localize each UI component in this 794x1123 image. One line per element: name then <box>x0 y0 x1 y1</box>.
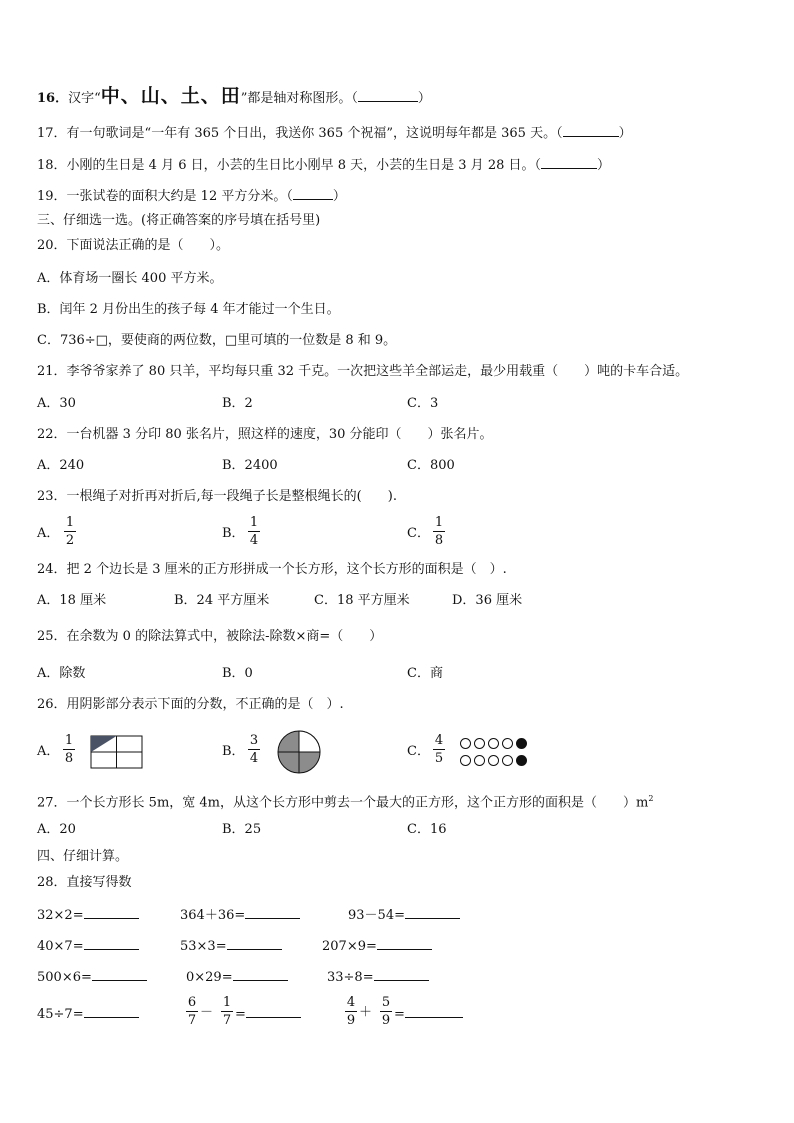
q19-answer-blank[interactable] <box>293 187 333 200</box>
q16-text-post: ”都是轴对称图形。（ <box>240 91 358 106</box>
calc-item <box>37 906 139 924</box>
q26-c-circles-row-2 <box>460 753 530 767</box>
question-26: 26．用阴影部分表示下面的分数，不正确的是（ ）. <box>37 697 344 712</box>
q23-c-numerator: 1 <box>434 515 444 530</box>
q19-close-paren: ） <box>332 189 346 204</box>
q27-option-c[interactable]: C．16 <box>407 822 447 837</box>
section-4-heading: 四、仔细计算。 <box>37 849 129 864</box>
question-16 <box>37 85 431 107</box>
q23-c-denominator: 8 <box>434 533 444 548</box>
q20-option-b[interactable]: B．闰年 2 月份出生的孩子每 4 年才能过一个生日。 <box>37 302 340 317</box>
calc-item <box>180 937 282 955</box>
q26-a-rectangle-figure <box>90 735 144 769</box>
calc-expression: 45÷7= <box>37 1007 84 1022</box>
calc-answer-blank[interactable] <box>405 1005 463 1018</box>
q24-option-a[interactable]: A．18 厘米 <box>37 593 107 608</box>
q26-a-denominator: 8 <box>64 751 74 766</box>
q22-option-b[interactable]: B．2400 <box>222 458 278 473</box>
calc-expression: 207×9= <box>322 939 377 954</box>
calc-expression: 40×7= <box>37 939 84 954</box>
calc-item <box>186 968 288 986</box>
empty-circle <box>488 755 499 766</box>
calc-answer-blank[interactable] <box>377 937 432 950</box>
calc-answer-blank[interactable] <box>227 937 282 950</box>
calc-answer-blank[interactable] <box>374 968 429 981</box>
q27-option-a[interactable]: A．20 <box>37 822 76 837</box>
calc-item <box>180 906 300 924</box>
q22-option-c[interactable]: C．800 <box>407 458 455 473</box>
calc-item <box>37 937 139 955</box>
calc-item <box>235 1005 301 1023</box>
q26-c-numerator: 4 <box>434 733 444 748</box>
calc-fraction <box>221 995 233 1028</box>
empty-circle <box>460 755 471 766</box>
calc-answer-blank[interactable] <box>84 906 139 919</box>
q26-c-fraction <box>433 733 445 766</box>
question-19 <box>37 187 346 205</box>
equals-sign: = <box>235 1007 246 1022</box>
q22-option-a[interactable]: A．240 <box>37 458 85 473</box>
section-3-heading: 三、仔细选一选。(将正确答案的序号填在括号里) <box>37 213 321 228</box>
q23-b-denominator: 4 <box>249 533 259 548</box>
q19-text: 19．一张试卷的面积大约是 12 平方分米。（ <box>37 189 293 204</box>
q25-option-c[interactable]: C．商 <box>407 666 443 681</box>
q16-characters: 中、山、土、田 <box>100 85 241 107</box>
q18-answer-blank[interactable] <box>541 156 597 169</box>
filled-circle <box>516 755 527 766</box>
empty-circle <box>502 738 513 749</box>
calc-answer-blank[interactable] <box>233 968 288 981</box>
numerator: 4 <box>346 995 356 1010</box>
q20-option-c[interactable]: C．736÷□，要使商的两位数，□里可填的一位数是 8 和 9。 <box>37 333 397 348</box>
calc-answer-blank[interactable] <box>246 1005 301 1018</box>
q26-b-fraction <box>248 733 260 766</box>
empty-circle <box>474 755 485 766</box>
calc-fraction <box>380 995 392 1028</box>
calc-expression: 500×6= <box>37 970 92 985</box>
q23-option-b[interactable]: B． <box>222 526 245 541</box>
q26-c-circles-figure <box>460 736 530 767</box>
calc-fraction <box>345 995 357 1028</box>
question-22: 22．一台机器 3 分印 80 张名片，照这样的速度，30 分能印（ ）张名片。 <box>37 427 493 442</box>
q21-option-c[interactable]: C．3 <box>407 396 439 411</box>
q26-a-fraction <box>63 733 75 766</box>
q25-option-a[interactable]: A．除数 <box>37 666 86 681</box>
calc-fraction <box>186 995 198 1028</box>
calc-answer-blank[interactable] <box>92 968 147 981</box>
q16-close-paren: ） <box>417 91 431 106</box>
q21-option-a[interactable]: A．30 <box>37 396 76 411</box>
question-17 <box>37 124 632 142</box>
numerator: 1 <box>222 995 232 1010</box>
filled-circle <box>516 738 527 749</box>
q20-option-a[interactable]: A．体育场一圈长 400 平方米。 <box>37 271 223 286</box>
q26-option-b[interactable]: B． <box>222 744 245 759</box>
calc-expression: 32×2= <box>37 908 84 923</box>
q23-a-fraction <box>64 515 76 548</box>
empty-circle <box>474 738 485 749</box>
calc-expression: 0×29= <box>186 970 233 985</box>
q27-option-b[interactable]: B．25 <box>222 822 262 837</box>
empty-circle <box>502 755 513 766</box>
denominator: 9 <box>381 1013 391 1028</box>
q27-superscript: 2 <box>648 794 654 803</box>
denominator: 7 <box>187 1013 197 1028</box>
calc-expression: 53×3= <box>180 939 227 954</box>
empty-circle <box>460 738 471 749</box>
q17-text: 17．有一句歌词是“一年有 365 个日出，我送你 365 个祝福”，这说明每年都是 365 天。（ <box>37 126 563 141</box>
calc-expression: 33÷8= <box>327 970 374 985</box>
q26-c-denominator: 5 <box>434 751 444 766</box>
q23-c-fraction <box>433 515 445 548</box>
q26-option-a[interactable]: A． <box>37 744 60 759</box>
calc-item <box>37 1005 139 1023</box>
q27-text: 27．一个长方形长 5m，宽 4m，从这个长方形中剪去一个最大的正方形，这个正方形的面积是（ ）m <box>37 795 649 811</box>
equals-sign: = <box>394 1007 405 1022</box>
question-23: 23．一根绳子对折再对折后,每一段绳子长是整根绳长的( ). <box>37 489 397 504</box>
calc-item <box>327 968 429 986</box>
numerator: 6 <box>187 995 197 1010</box>
calc-operator: ＋ <box>359 1005 373 1020</box>
q26-a-numerator: 1 <box>64 733 74 748</box>
q17-close-paren: ） <box>618 126 632 141</box>
question-20: 20．下面说法正确的是（ ）。 <box>37 238 230 253</box>
denominator: 7 <box>222 1013 232 1028</box>
q23-b-numerator: 1 <box>249 515 259 530</box>
question-27 <box>37 791 653 811</box>
q24-option-d[interactable]: D．36 厘米 <box>452 593 523 608</box>
calc-expression: 93－54= <box>348 908 405 923</box>
q16-number: 16． <box>37 91 69 106</box>
question-21: 21．李爷爷家养了 80 只羊，平均每只重 32 千克。一次把这些羊全部运走，最少用载重（ ）吨的卡车合适。 <box>37 364 689 379</box>
q21-option-b[interactable]: B．2 <box>222 396 253 411</box>
q23-option-c[interactable]: C． <box>407 526 430 541</box>
calc-answer-blank[interactable] <box>84 937 139 950</box>
calc-item <box>348 906 460 924</box>
calc-answer-blank[interactable] <box>245 906 300 919</box>
q25-option-b[interactable]: B．0 <box>222 666 253 681</box>
calc-item <box>394 1005 463 1023</box>
calc-expression: 364＋36= <box>180 908 246 923</box>
q16-answer-blank[interactable] <box>358 89 418 102</box>
q18-close-paren: ） <box>597 158 611 173</box>
q23-a-numerator: 1 <box>65 515 75 530</box>
q26-option-c[interactable]: C． <box>407 744 430 759</box>
calc-item <box>37 968 147 986</box>
q24-option-b[interactable]: B．24 平方厘米 <box>174 593 270 608</box>
calc-operator: － <box>200 1005 214 1020</box>
q18-text: 18．小刚的生日是 4 月 6 日，小芸的生日比小刚早 8 天，小芸的生日是 3 月 28 日。（ <box>37 158 541 173</box>
question-18 <box>37 156 610 174</box>
q23-b-fraction <box>248 515 260 548</box>
q23-a-denominator: 2 <box>65 533 75 548</box>
calc-answer-blank[interactable] <box>84 1005 139 1018</box>
q24-option-c[interactable]: C．18 平方厘米 <box>314 593 410 608</box>
q16-text-pre: 汉字“ <box>68 91 101 106</box>
empty-circle <box>488 738 499 749</box>
calc-item <box>322 937 432 955</box>
q17-answer-blank[interactable] <box>563 124 619 137</box>
q26-b-circle-figure <box>273 729 325 775</box>
q26-c-circles-row-1 <box>460 736 530 750</box>
numerator: 5 <box>381 995 391 1010</box>
denominator: 9 <box>346 1013 356 1028</box>
question-28: 28．直接写得数 <box>37 875 132 890</box>
q26-b-denominator: 4 <box>249 751 259 766</box>
q26-b-numerator: 3 <box>249 733 259 748</box>
question-25: 25．在余数为 0 的除法算式中，被除法-除数×商=（ ） <box>37 629 383 644</box>
q23-option-a[interactable]: A． <box>37 526 60 541</box>
question-24: 24．把 2 个边长是 3 厘米的正方形拼成一个长方形，这个长方形的面积是（ ）. <box>37 562 507 577</box>
calc-answer-blank[interactable] <box>405 906 460 919</box>
